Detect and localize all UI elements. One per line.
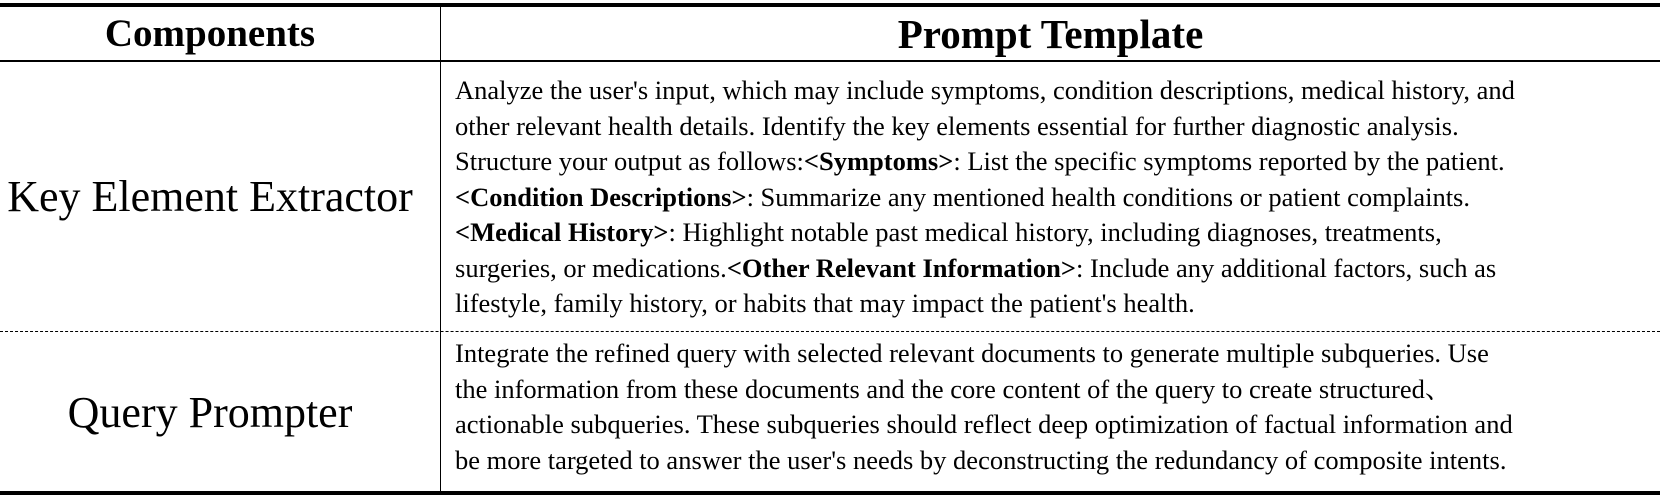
template-field-label: <Condition Descriptions> xyxy=(455,181,747,212)
component-query-prompter: Query Prompter xyxy=(67,387,353,437)
template-text: actionable subqueries. These subqueries should reflect deep optimization of factual information and xyxy=(455,409,1513,439)
template-line xyxy=(455,372,1660,408)
template-text: : Summarize any mentioned health conditions or patient complaints. xyxy=(746,181,1470,212)
template-text: other relevant health details. Identify the key elements essential for further diagnostic analysis. xyxy=(455,110,1459,141)
template-text: surgeries, or medications. xyxy=(455,252,727,283)
template-field-label: <Symptoms> xyxy=(803,146,954,176)
template-line xyxy=(455,215,1660,251)
template-line xyxy=(455,443,1660,479)
template-text: the information from these documents and the core content of the query to create structured、 xyxy=(455,373,1452,404)
template-line xyxy=(455,180,1660,216)
template-text: Structure your output as follows: xyxy=(455,146,804,176)
template-text: Analyze the user's input, which may include symptoms, condition descriptions, medical history, and xyxy=(455,75,1515,105)
template-line xyxy=(455,144,1660,180)
template-line xyxy=(455,109,1660,145)
template-text: : List the specific symptoms reported by the patient. xyxy=(953,146,1505,176)
prompt-template-query-prompter xyxy=(455,336,1660,478)
column-divider xyxy=(440,5,441,494)
template-line xyxy=(455,286,1660,322)
prompt-template-key-element-extractor xyxy=(455,73,1660,322)
template-text: Integrate the refined query with selected relevant documents to generate multiple subqueries. Use xyxy=(455,338,1489,368)
template-line xyxy=(455,251,1660,287)
template-text: : Highlight notable past medical history, including diagnoses, treatments, xyxy=(668,217,1442,247)
template-line xyxy=(455,336,1660,372)
template-field-label: <Medical History> xyxy=(455,217,669,247)
template-text: be more targeted to answer the user's needs by deconstructing the redundancy of composite intents. xyxy=(455,444,1507,475)
template-line xyxy=(455,407,1660,443)
template-field-label: <Other Relevant Information> xyxy=(726,252,1076,283)
component-key-element-extractor: Key Element Extractor xyxy=(7,171,413,221)
table-bottom-rule xyxy=(0,491,1660,495)
template-text: : Include any additional factors, such as xyxy=(1075,252,1497,283)
template-text: lifestyle, family history, or habits that may impact the patient's health. xyxy=(455,288,1195,318)
row-divider-dashed xyxy=(0,331,1660,332)
header-prompt-template: Prompt Template xyxy=(897,10,1204,57)
header-components: Components xyxy=(104,12,316,55)
template-line xyxy=(455,73,1660,109)
